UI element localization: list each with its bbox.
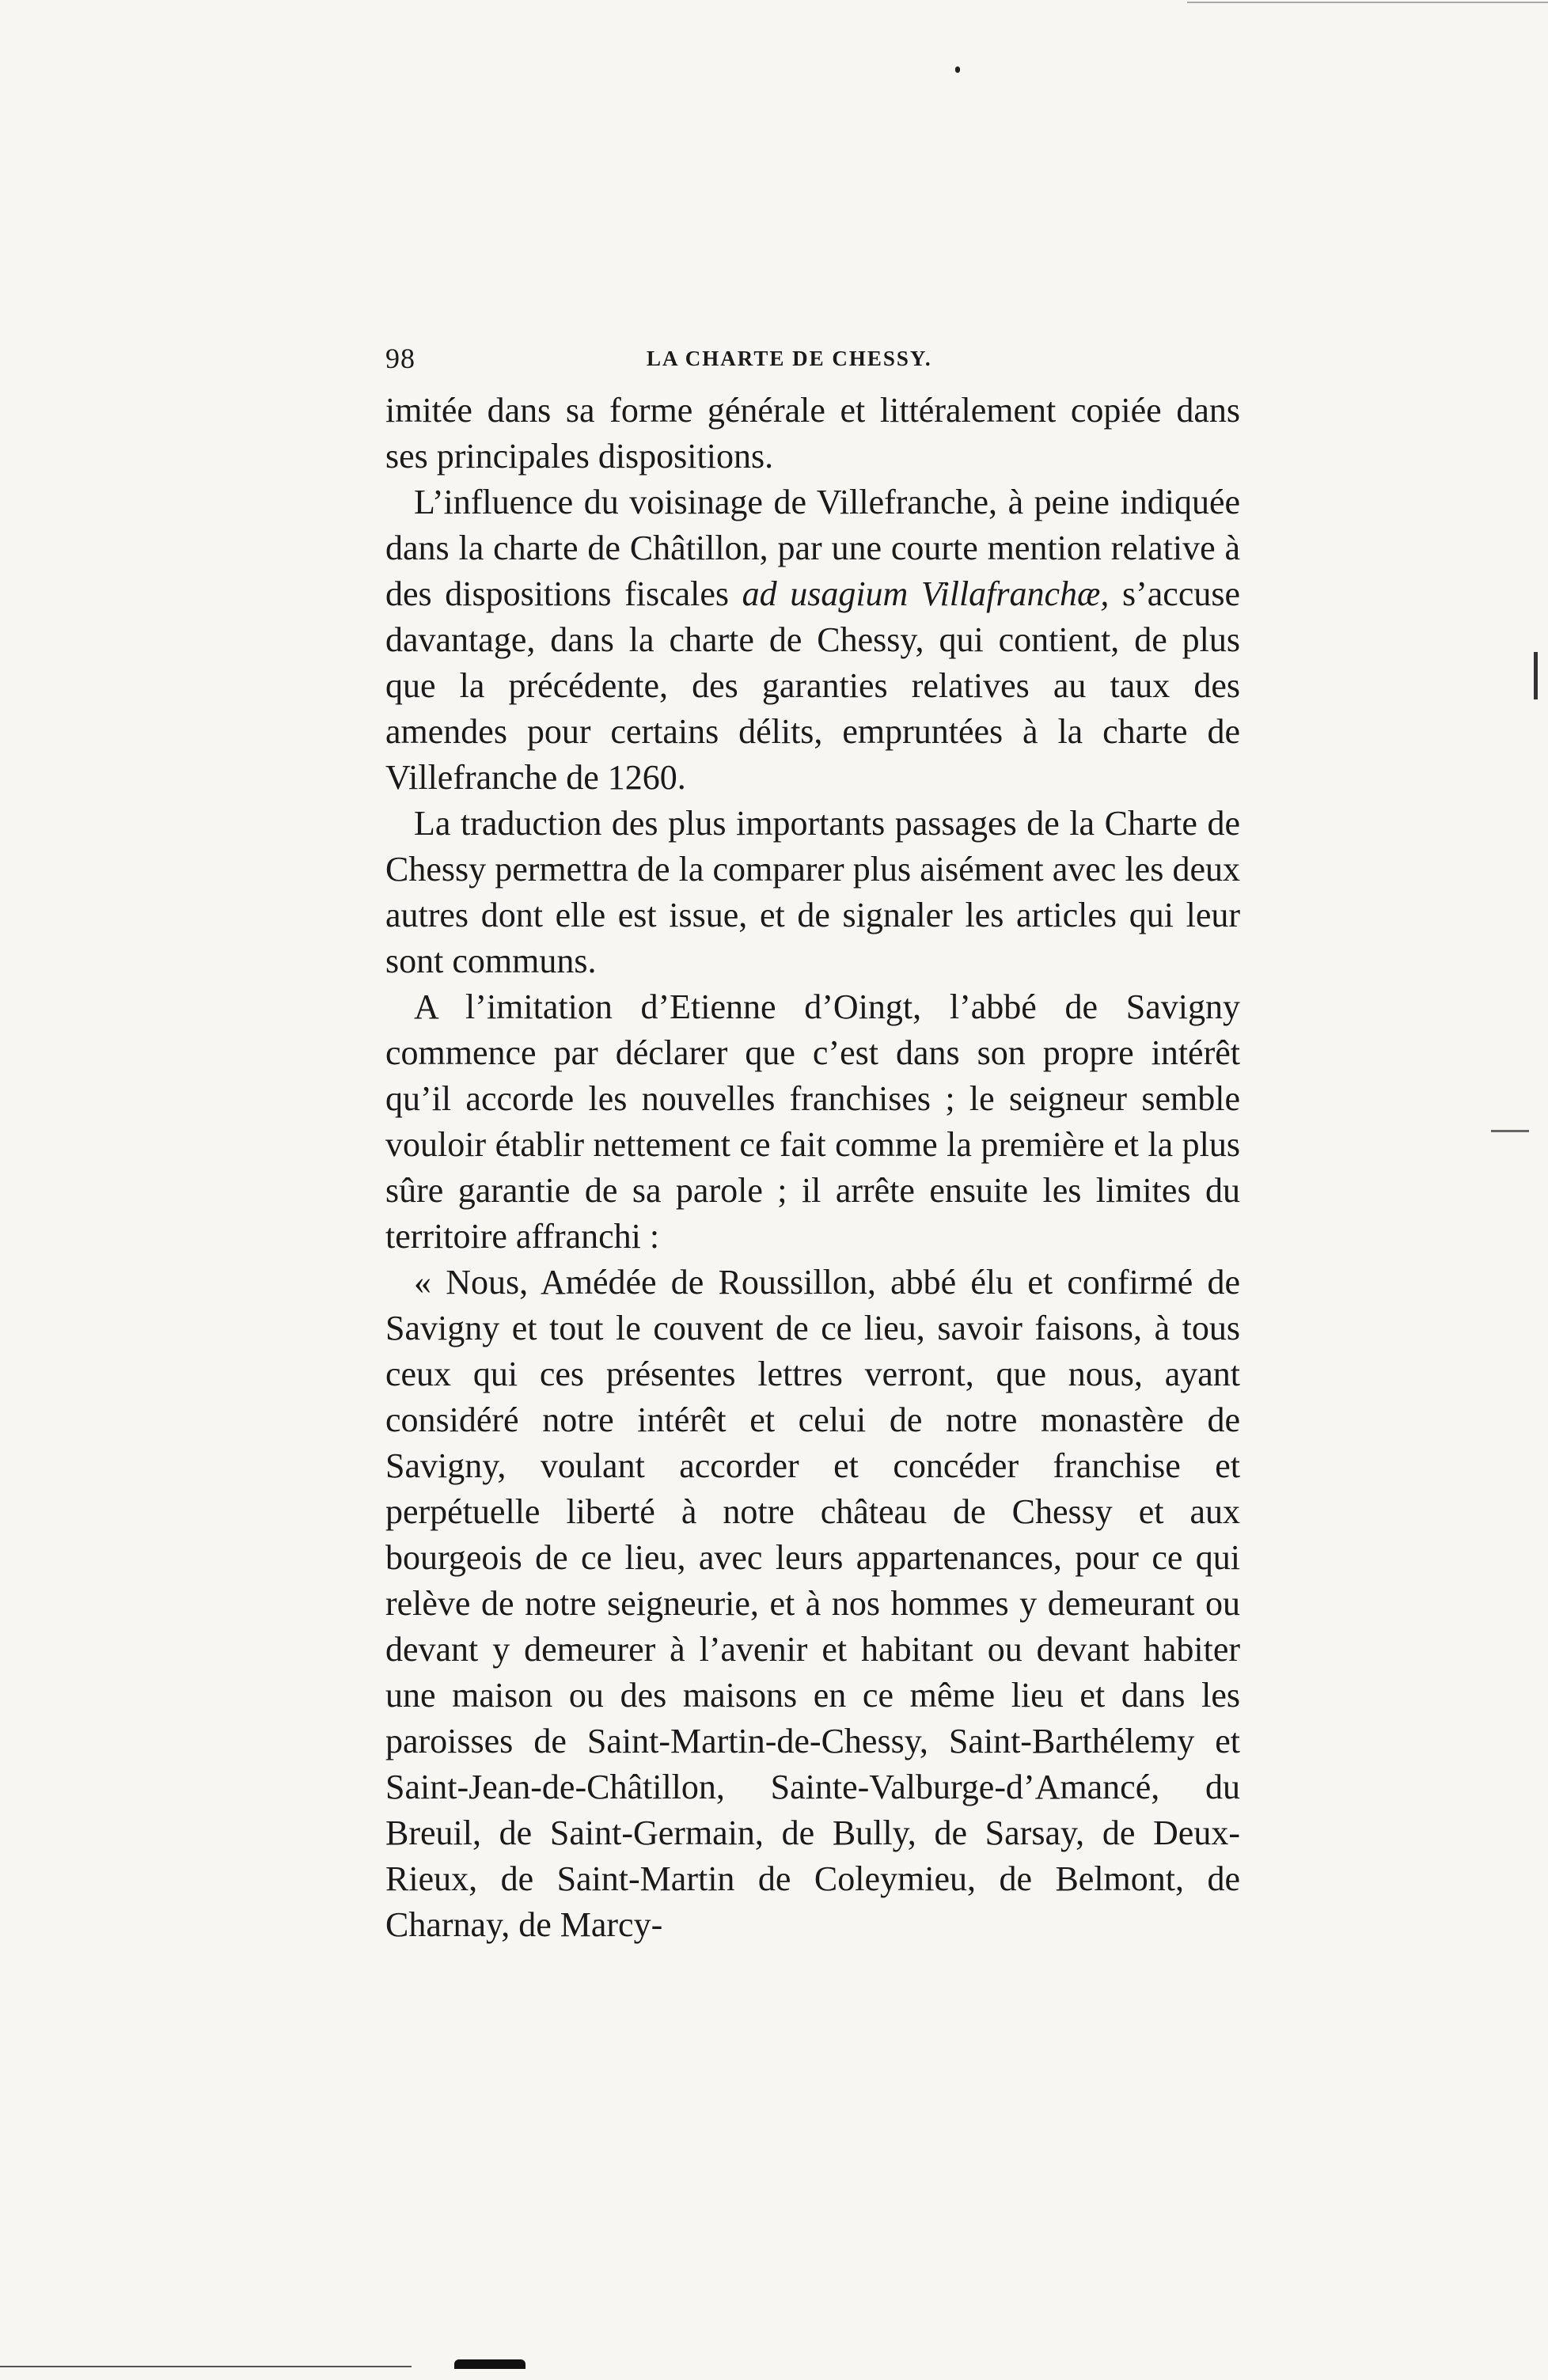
running-head <box>385 342 1240 381</box>
scan-edge-bottom-blot <box>454 2359 525 2369</box>
page-number: 98 <box>385 343 415 374</box>
body-text <box>385 388 1240 1948</box>
scan-margin-dash <box>1491 1130 1529 1132</box>
paragraph-5-quotation: « Nous, Amédée de Roussillon, abbé élu et confirmé de Savigny et tout le couvent de ce lieu, savoir faisons, à tous ceux qui ces présentes lettres verront, que nous, ayant considéré notre intérêt et celui de notre monastère de Savigny, voulant accorder et concéder franchise et perpétuelle liberté à notre château de Chessy et aux bourgeois de ce lieu, avec leurs appartenances, pour ce qui relève de notre seigneurie, et à nos hommes y demeurant ou devant y demeurer à l’avenir et habitant ou devant habiter une maison ou des maisons en ce même lieu et dans les paroisses de Saint-Martin-de-Chessy, Saint-Barthélemy et Saint-Jean-de-Châtillon, Sainte-Valburge-d’Amancé, du Breuil, de Saint-Germain, de Bully, de Sarsay, de Deux-Rieux, de Saint-Martin de Coleymieu, de Belmont, de Charnay, de Marcy- <box>385 1263 1240 1944</box>
paragraph-2-end: s’accuse davantage, dans la charte de Chessy, qui contient, de plus que la précédente, des garanties relatives au taux des amendes pour certains délits, empruntées à la charte de Villefranche de 1260. <box>385 574 1241 797</box>
latin-phrase: ad usagium Villafranchæ, <box>742 574 1110 613</box>
paragraph-4: A l’imitation d’Etienne d’Oingt, l’abbé de Savigny commence par déclarer que c’est dans son propre intérêt qu’il accorde les nouvelles franchises ; le seigneur semble vouloir établir nettement ce fait comme la première et la plus sûre garantie de sa parole ; il arrête ensuite les limites du territoire affranchi : <box>385 987 1240 1256</box>
paragraph-2 <box>385 479 1240 801</box>
running-title: LA CHARTE DE CHESSY. <box>647 347 932 370</box>
paragraph-3: La traduction des plus importants passages de la Charte de Chessy permettra de la comparer plus aisément avec les deux autres dont elle est issue, et de signaler les articles qui leur sont communs. <box>385 804 1240 980</box>
scan-speck <box>955 66 960 73</box>
scan-edge-bottom-rule <box>0 2366 412 2367</box>
paragraph-1: imitée dans sa forme générale et littéralement copiée dans ses principales dispositions. <box>385 391 1240 476</box>
scan-margin-mark <box>1534 652 1538 699</box>
scan-edge-top-rule <box>1187 2 1548 3</box>
paragraph-2-start: L’influence du voisinage de Villefranche, à peine indiquée dans la charte de Châtillon, par une courte mention relative à des dispositions fiscales <box>385 483 1240 613</box>
